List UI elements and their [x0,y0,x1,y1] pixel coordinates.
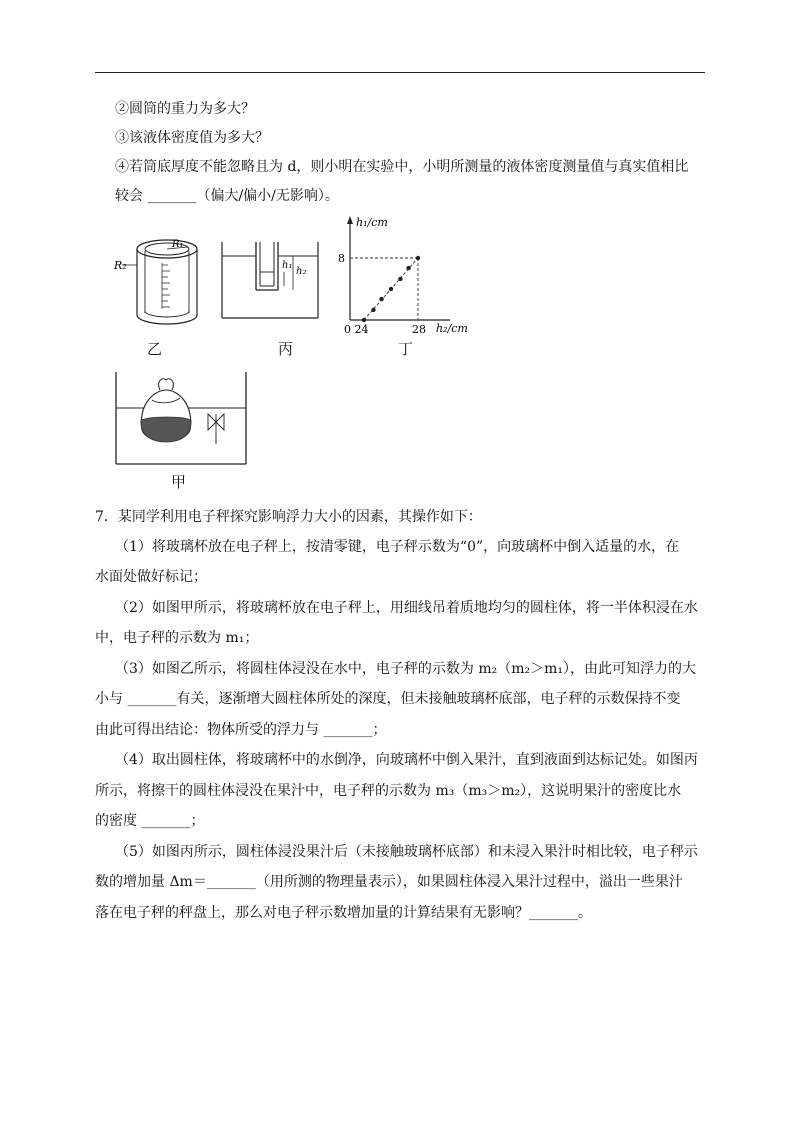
figure-jia-label: 甲 [171,473,187,491]
x-tick-0-24: 0 24 [344,323,369,336]
y-axis-label: h₁/cm [356,216,388,229]
label-h1: h₁ [282,260,293,271]
q7-step3-line3: 由此可得出结论：物体所受的浮力与 _______； [95,722,387,738]
q6-item4-line2: 较会 _______（偏大/偏小/无影响）。 [115,188,339,204]
figure-ding-chart [330,212,500,337]
q7-step3-line1: （3）如图乙所示，将圆柱体浸没在水中，电子秤的示数为 m₂（m₂＞m₁），由此可知浮力的大 [115,661,697,677]
q7-step5-line1: （5）如图丙所示，圆柱体浸没果汁后（未接触玻璃杯底部）和未浸入果汁时相比较，电子秤示 [115,844,698,860]
label-h2: h₂ [296,266,307,277]
q7-step3-line2: 小与 _______有关，逐渐增大圆柱体所处的深度，但未接触玻璃杯底部，电子秤的示数保持不变 [95,691,681,707]
data-point [362,318,366,322]
y-tick-8: 8 [338,252,345,265]
q7-step2-line1: （2）如图甲所示，将玻璃杯放在电子秤上，用细线吊着质地均匀的圆柱体，将一半体积浸在水 [115,600,698,616]
label-r1: R₁ [172,239,184,250]
q6-item2: ②圆筒的重力为多大？ [115,101,255,117]
q7-step2-line2: 中，电子秤的示数为 m₁； [95,630,259,646]
figure-ding-label: 丁 [398,340,414,358]
label-r2: R₂ [114,259,127,272]
data-point [416,256,420,260]
data-point [371,308,375,312]
q7-step5-line2: 数的增加量 Δm＝_______（用所测的物理量表示），如果圆柱体浸入果汁过程中，溢出一些果汁 [95,874,683,890]
x-axis-label: h₂/cm [436,322,468,335]
figure-bing-container [218,240,328,322]
figure-yi-cylinder [112,235,202,335]
q7-step4-line1: （4）取出圆柱体，将玻璃杯中的水倒净，向玻璃杯中倒入果汁，直到液面到达标记处。如图丙 [115,752,698,768]
q7-step1-line1: （1）将玻璃杯放在电子秤上，按清零键，电子秤示数为“0”，向玻璃杯中倒入适量的水，在 [115,539,680,555]
x-tick-28: 28 [412,323,426,336]
figure-bing-label: 丙 [278,340,294,358]
data-point [379,297,383,301]
data-point [398,277,402,281]
data-point [406,266,410,270]
q7-step1-line2: 水面处做好标记； [95,569,207,585]
q7-step5-line3: 落在电子秤的秤盘上，那么对电子秤示数增加量的计算结果有无影响？_______。 [95,905,592,921]
q6-item4-line1: ④若筒底厚度不能忽略且为 d，则小明在实验中，小明所测量的液体密度测量值与真实值相比 [115,159,689,175]
q7-step4-line3: 的密度 _______； [95,813,205,829]
header-rule [95,72,705,73]
y-axis-arrow [347,216,353,224]
data-point [389,287,393,291]
q7-intro: 7．某同学利用电子秤探究影响浮力大小的因素，其操作如下： [95,509,482,525]
figure-jia-bag [112,370,252,470]
q7-step4-line2: 所示，将擦干的圆柱体浸没在果汁中，电子秤的示数为 m₃（m₃＞m₂），这说明果汁的密度比水 [95,783,682,799]
q6-item3: ③该液体密度值为多大？ [115,130,269,146]
figure-yi-label: 乙 [147,340,163,358]
